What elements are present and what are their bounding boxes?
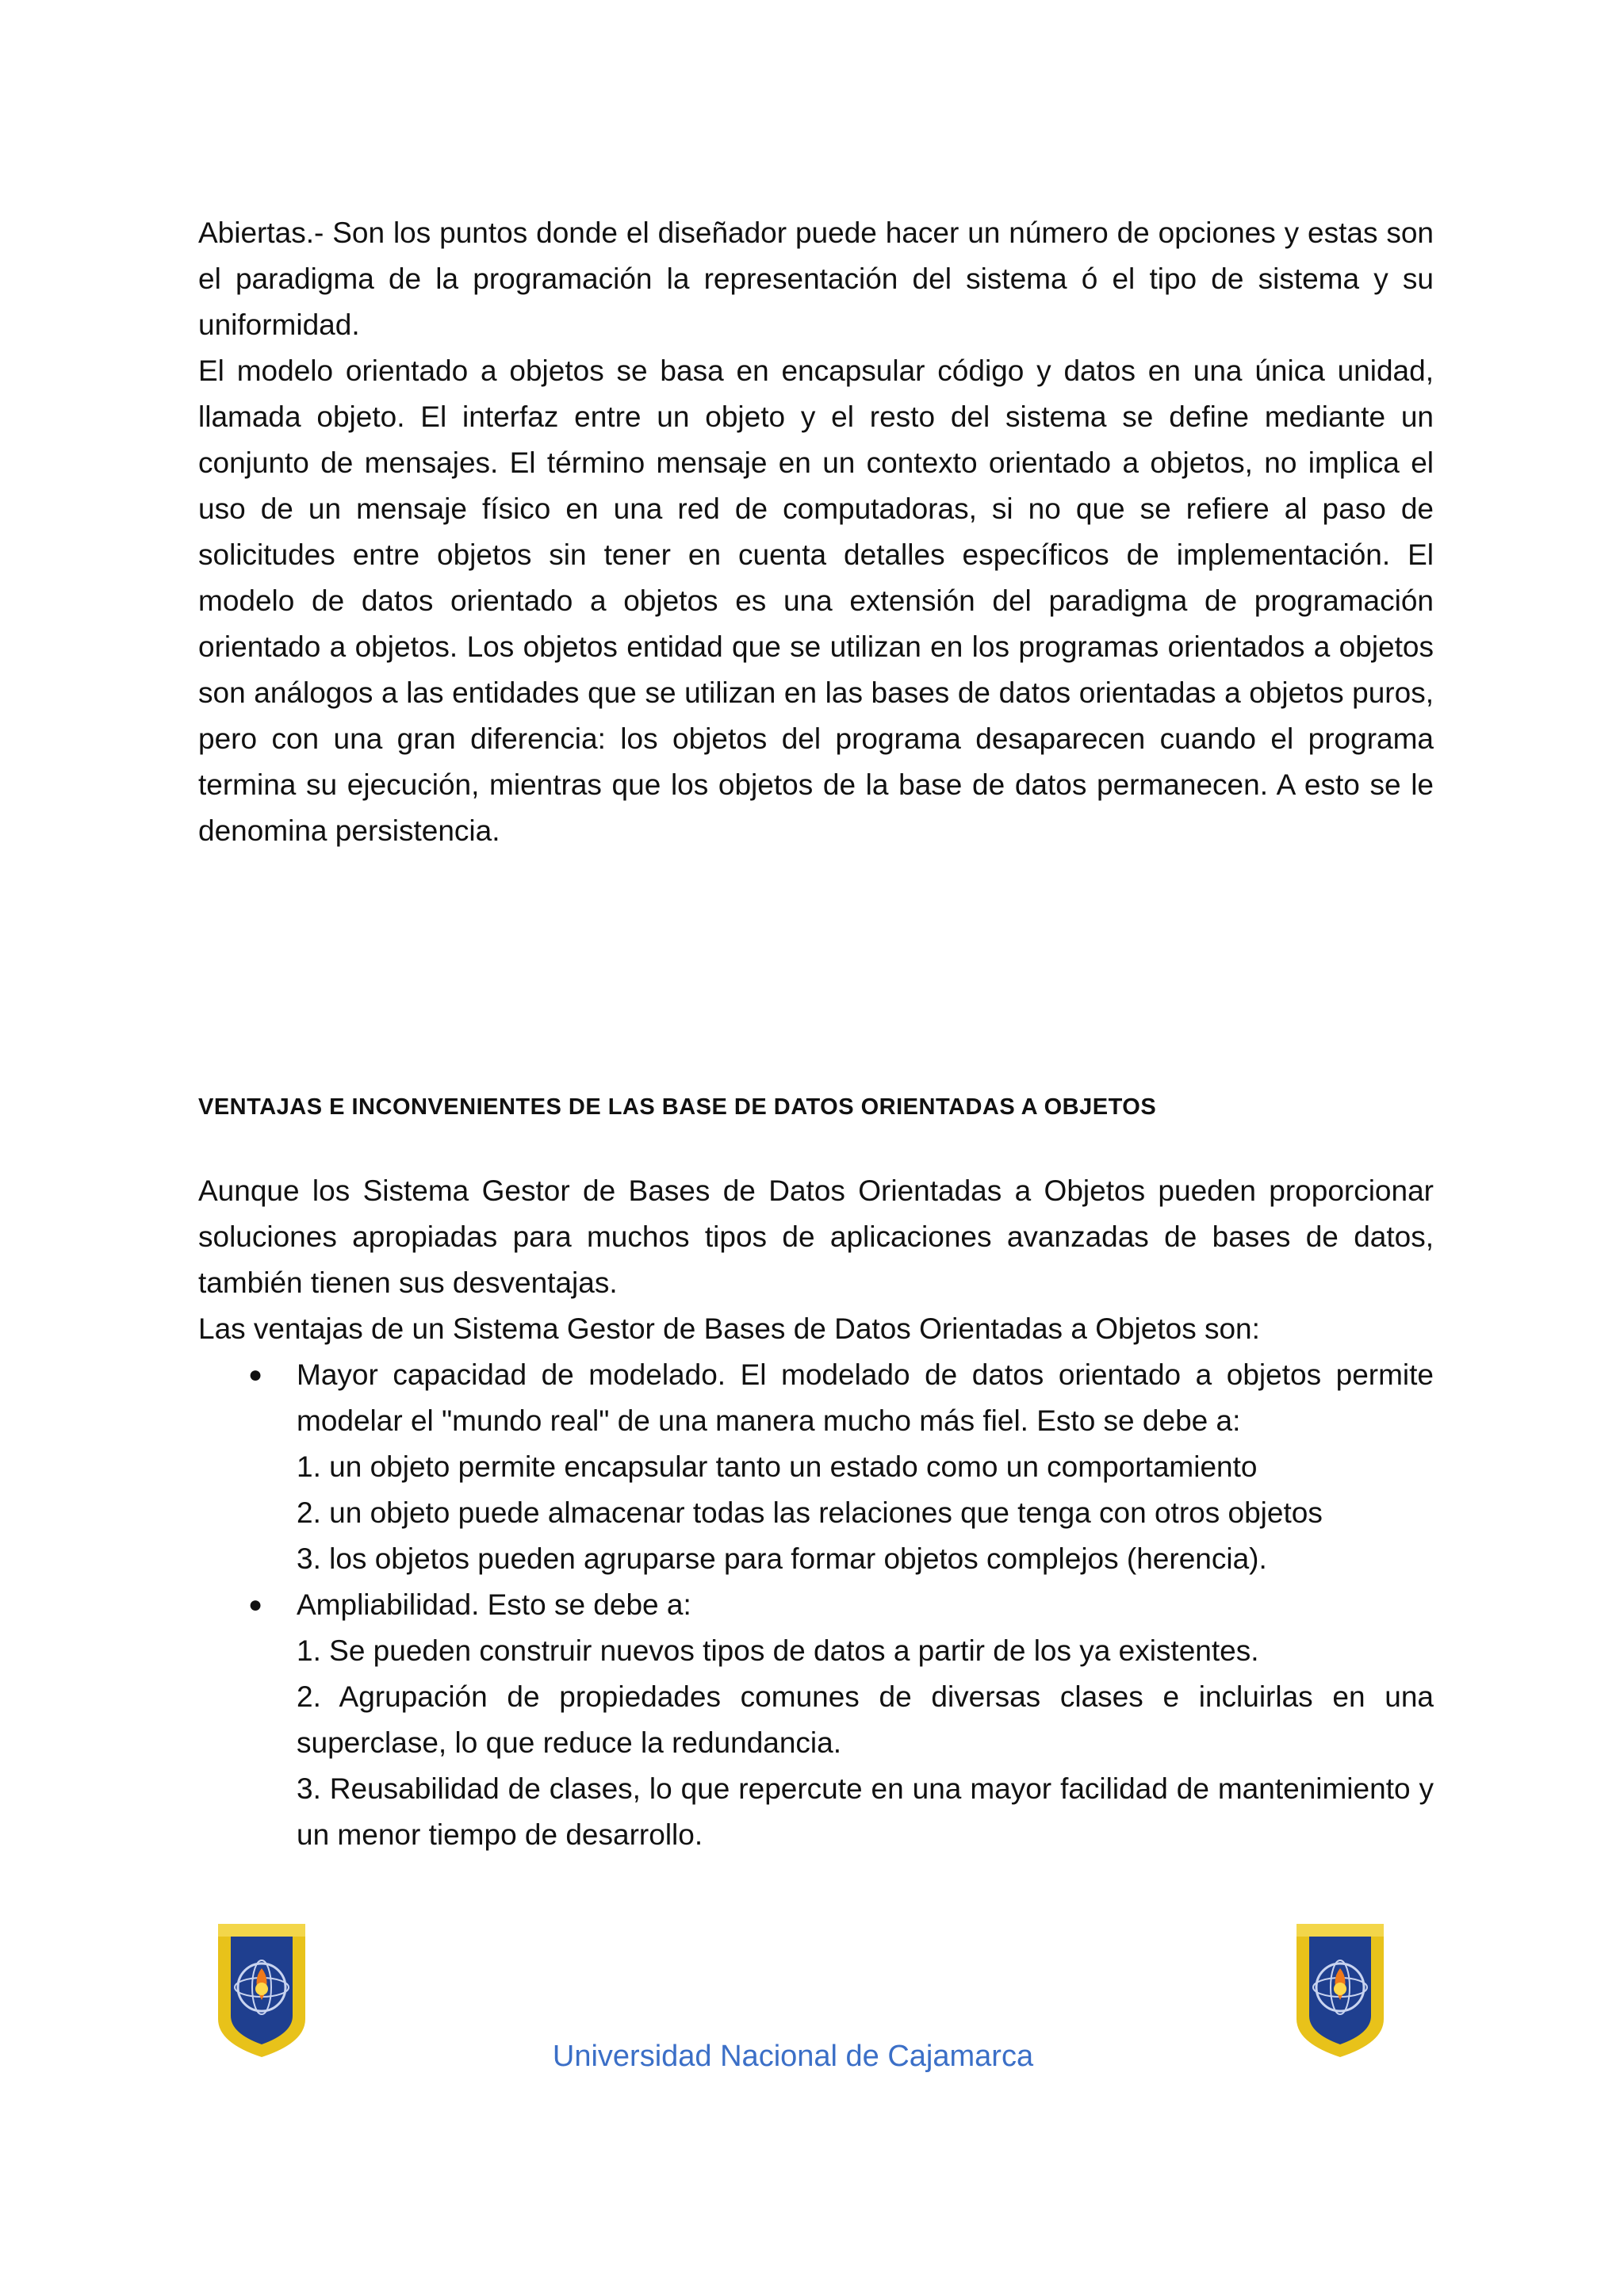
intro-paragraph: Abiertas.- Son los puntos donde el diseñador puede hacer un número de opciones y estas son el paradigma de la programación la representación del sistema ó el tipo de sistema y su uniformidad. — [198, 216, 1434, 341]
sub-item: 3. los objetos pueden agruparse para formar objetos complejos (herencia). — [297, 1542, 1267, 1575]
university-seal-left-icon — [210, 1918, 313, 2060]
bullet-icon: ● — [247, 1592, 263, 1618]
section-paragraph: Las ventajas de un Sistema Gestor de Bases de Datos Orientadas a Objetos son: — [198, 1312, 1260, 1345]
university-name: Universidad Nacional de Cajamarca — [552, 2040, 1034, 2073]
sub-item: 2. Agrupación de propiedades comunes de diversas clases e incluirlas en una superclase, lo que reduce la redundancia. — [297, 1680, 1434, 1759]
list-item — [198, 1582, 1434, 1858]
bullet-title: Ampliabilidad. Esto se debe a: — [297, 1588, 691, 1621]
sub-item: 3. Reusabilidad de clases, lo que repercute en una mayor facilidad de mantenimiento y un menor tiempo de desarrollo. — [297, 1772, 1434, 1851]
bullet-title: Mayor capacidad de modelado. El modelado de datos orientado a objetos permite modelar el "mundo real" de una manera mucho más fiel. Esto se debe a: — [297, 1358, 1434, 1437]
sub-item: 2. un objeto puede almacenar todas las relaciones que tenga con otros objetos — [297, 1496, 1323, 1529]
sub-item: 1. un objeto permite encapsular tanto un estado como un comportamiento — [297, 1450, 1258, 1483]
footer — [0, 2040, 1624, 2074]
section-text — [198, 1168, 1434, 1858]
section-heading: VENTAJAS E INCONVENIENTES DE LAS BASE DE DATOS ORIENTADAS A OBJETOS — [198, 1094, 1157, 1120]
intro-text — [198, 210, 1434, 854]
advantages-list — [198, 1352, 1434, 1858]
section-paragraph: Aunque los Sistema Gestor de Bases de Datos Orientadas a Objetos pueden proporcionar soluciones apropiadas para muchos tipos de aplicaciones avanzadas de bases de datos, también tienen sus desventajas. — [198, 1174, 1434, 1299]
intro-paragraph: El modelo orientado a objetos se basa en encapsular código y datos en una única unidad, llamada objeto. El interfaz entre un objeto y el resto del sistema se define mediante un conjunto de mensajes. El término mensaje en un contexto orientado a objetos, no implica el uso de un mensaje físico en una red de computadoras, si no que se refiere al paso de solicitudes entre objetos sin tener en cuenta detalles específicos de implementación. El modelo de datos orientado a objetos es una extensión del paradigma de programación orientado a objetos. Los objetos entidad que se utilizan en los programas orientados a objetos son análogos a las entidades que se utilizan en las bases de datos orientadas a objetos puros, pero con una gran diferencia: los objetos del programa desaparecen cuando el programa termina su ejecución, mientras que los objetos de la base de datos permanecen. A esto se le denomina persistencia. — [198, 354, 1434, 847]
university-seal-right-icon — [1289, 1918, 1392, 2060]
list-item — [198, 1352, 1434, 1582]
bullet-icon: ● — [247, 1362, 263, 1388]
sub-item: 1. Se pueden construir nuevos tipos de datos a partir de los ya existentes. — [297, 1634, 1259, 1667]
